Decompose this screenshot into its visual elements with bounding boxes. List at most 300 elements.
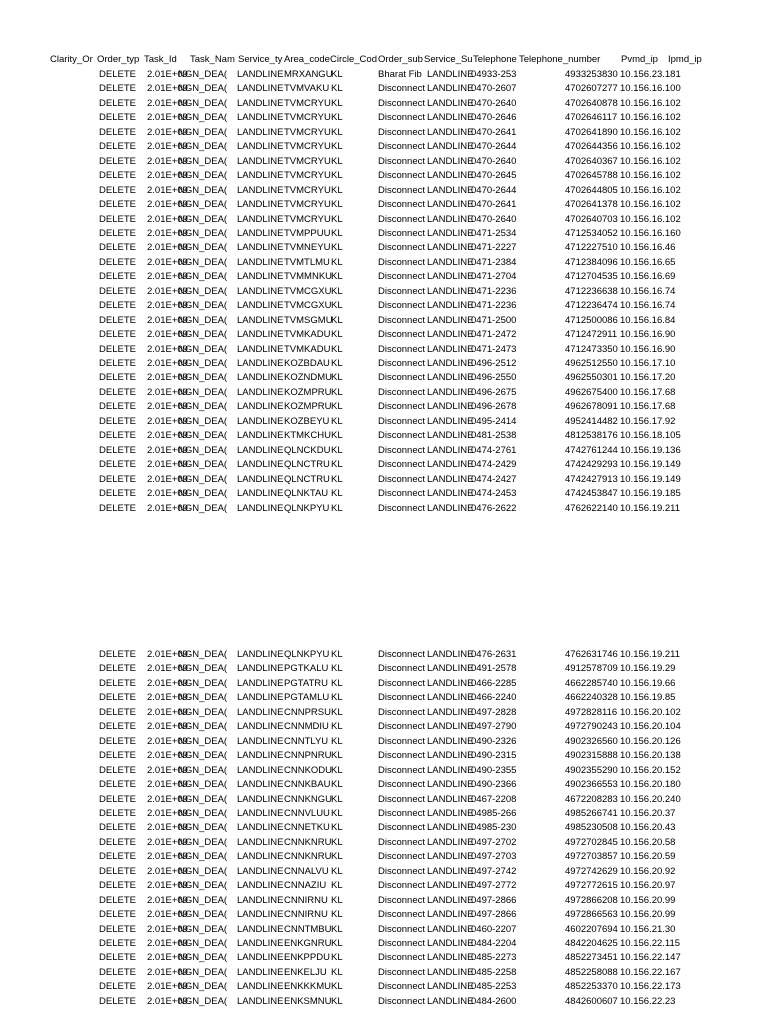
table-cell: 10.156.22.173 <box>620 981 681 992</box>
table-cell: KL <box>331 649 343 660</box>
table-cell: 10.156.16.74 <box>620 300 676 311</box>
table-cell: CNNETKU <box>284 822 330 833</box>
table-cell: TVMCGXU <box>284 286 332 297</box>
table-cell: LANDLINE <box>427 228 474 239</box>
table-cell: CNNPRSU <box>284 707 331 718</box>
table-cell: LANDLINE <box>427 214 474 225</box>
table-cell: DELETE <box>99 286 136 297</box>
table-cell: 4852258088 <box>565 967 618 978</box>
table-cell: 2.01E+09 <box>147 750 188 761</box>
table-cell: 10.156.20.92 <box>620 866 676 877</box>
table-cell: LANDLINE <box>427 401 474 412</box>
table-cell: 4712472911 <box>565 329 618 340</box>
table-cell: 4952414482 <box>565 416 618 427</box>
table-cell: LANDLINE <box>237 199 284 210</box>
table-cell: DELETE <box>99 228 136 239</box>
table-cell: LANDLINE <box>237 358 284 369</box>
table-cell: LANDLINE <box>427 387 474 398</box>
table-cell: 0470-2607 <box>471 83 517 94</box>
table-cell: 2.01E+09 <box>147 372 188 383</box>
table-cell: 10.156.16.90 <box>620 329 676 340</box>
table-cell: 2.01E+09 <box>147 257 188 268</box>
table-cell: 0466-2240 <box>471 692 517 703</box>
table-cell: Disconnect <box>378 967 425 978</box>
table-cell: 2.01E+09 <box>147 459 188 470</box>
header-cell: Order_typ <box>97 54 140 65</box>
table-cell: Disconnect <box>378 692 425 703</box>
table-cell: 4702645788 <box>565 170 618 181</box>
table-cell: LANDLINE <box>237 707 284 718</box>
table-cell: TVMCRYU <box>284 156 331 167</box>
table-cell: Disconnect <box>378 866 425 877</box>
table-cell: KL <box>331 83 343 94</box>
table-cell: NGN_DEA( <box>178 736 228 747</box>
table-cell: 2.01E+09 <box>147 488 188 499</box>
table-cell: DELETE <box>99 83 136 94</box>
table-cell: 0471-2472 <box>471 329 517 340</box>
table-cell: NGN_DEA( <box>178 996 228 1007</box>
table-cell: DELETE <box>99 663 136 674</box>
table-cell: KL <box>331 895 343 906</box>
table-cell: Disconnect <box>378 779 425 790</box>
table-cell: KL <box>331 401 343 412</box>
table-cell: Disconnect <box>378 329 425 340</box>
table-cell: KL <box>331 372 343 383</box>
table-cell: 4912578709 <box>565 663 618 674</box>
table-cell: Disconnect <box>378 98 425 109</box>
table-cell: KL <box>331 779 343 790</box>
table-cell: 2.01E+09 <box>147 112 188 123</box>
table-cell: DELETE <box>99 329 136 340</box>
table-cell: 10.156.19.149 <box>620 459 681 470</box>
table-cell: KL <box>331 707 343 718</box>
table-cell: LANDLINE <box>237 387 284 398</box>
table-cell: 10.156.16.102 <box>620 185 681 196</box>
table-cell: NGN_DEA( <box>178 372 228 383</box>
table-cell: QLNKPYU <box>284 503 330 514</box>
table-cell: Disconnect <box>378 837 425 848</box>
table-cell: 04985-230 <box>471 822 517 833</box>
table-cell: KL <box>331 185 343 196</box>
table-cell: 0470-2641 <box>471 199 517 210</box>
table-cell: 10.156.20.104 <box>620 721 681 732</box>
table-cell: 0474-2427 <box>471 474 517 485</box>
table-cell: DELETE <box>99 837 136 848</box>
table-cell: LANDLINE <box>427 141 474 152</box>
table-cell: Disconnect <box>378 895 425 906</box>
table-cell: 10.156.16.102 <box>620 112 681 123</box>
table-cell: 2.01E+09 <box>147 503 188 514</box>
table-cell: KL <box>331 503 343 514</box>
table-cell: 10.156.16.102 <box>620 214 681 225</box>
table-cell: NGN_DEA( <box>178 938 228 949</box>
table-cell: NGN_DEA( <box>178 315 228 326</box>
table-cell: 2.01E+09 <box>147 344 188 355</box>
table-cell: LANDLINE <box>237 300 284 311</box>
table-cell: 2.01E+09 <box>147 649 188 660</box>
table-cell: Disconnect <box>378 678 425 689</box>
table-cell: 2.01E+09 <box>147 794 188 805</box>
table-cell: Disconnect <box>378 459 425 470</box>
header-cell: Clarity_Or <box>50 54 93 65</box>
table-cell: TVMCRYU <box>284 199 331 210</box>
table-cell: ENKPPDU <box>284 952 330 963</box>
table-cell: LANDLINE <box>427 779 474 790</box>
table-cell: Disconnect <box>378 952 425 963</box>
table-cell: 2.01E+09 <box>147 286 188 297</box>
table-cell: KL <box>331 474 343 485</box>
table-cell: 0471-2236 <box>471 286 517 297</box>
table-cell: DELETE <box>99 736 136 747</box>
table-cell: DELETE <box>99 851 136 862</box>
table-cell: NGN_DEA( <box>178 765 228 776</box>
table-cell: 10.156.16.65 <box>620 257 676 268</box>
table-cell: 2.01E+09 <box>147 98 188 109</box>
table-cell: DELETE <box>99 924 136 935</box>
table-cell: LANDLINE <box>427 952 474 963</box>
table-cell: LANDLINE <box>427 822 474 833</box>
table-cell: 10.156.16.102 <box>620 156 681 167</box>
header-cell: Order_sub <box>378 54 423 65</box>
table-cell: 0471-2384 <box>471 257 517 268</box>
table-cell: KL <box>331 214 343 225</box>
table-cell: Disconnect <box>378 474 425 485</box>
table-cell: CNNKBAU <box>284 779 331 790</box>
table-cell: 2.01E+09 <box>147 880 188 891</box>
table-cell: 0470-2641 <box>471 127 517 138</box>
table-cell: CNNKNRU <box>284 837 332 848</box>
table-cell: DELETE <box>99 242 136 253</box>
table-cell: LANDLINE <box>427 474 474 485</box>
table-cell: Disconnect <box>378 909 425 920</box>
table-cell: LANDLINE <box>237 895 284 906</box>
table-cell: Disconnect <box>378 112 425 123</box>
table-cell: 2.01E+09 <box>147 214 188 225</box>
table-cell: 2.01E+09 <box>147 736 188 747</box>
table-cell: 2.01E+09 <box>147 401 188 412</box>
header-cell: Task_Nam <box>190 54 235 65</box>
table-cell: 2.01E+09 <box>147 358 188 369</box>
table-cell: NGN_DEA( <box>178 185 228 196</box>
table-cell: 2.01E+09 <box>147 808 188 819</box>
table-cell: LANDLINE <box>237 678 284 689</box>
table-cell: ENKELJU <box>284 967 327 978</box>
table-cell: LANDLINE <box>427 459 474 470</box>
table-cell: NGN_DEA( <box>178 967 228 978</box>
table-cell: 4962512550 <box>565 358 618 369</box>
header-cell: Telephone_number <box>519 54 601 65</box>
table-cell: 4742761244 <box>565 445 618 456</box>
table-cell: 10.156.16.102 <box>620 127 681 138</box>
table-cell: Bharat Fib <box>378 69 422 80</box>
table-cell: DELETE <box>99 808 136 819</box>
table-cell: LANDLINE <box>237 503 284 514</box>
table-cell: 2.01E+09 <box>147 329 188 340</box>
table-cell: 10.156.22.23 <box>620 996 676 1007</box>
table-cell: 4712384096 <box>565 257 618 268</box>
table-cell: 10.156.17.68 <box>620 401 676 412</box>
table-cell: CNNAZIU <box>284 880 327 891</box>
table-cell: NGN_DEA( <box>178 98 228 109</box>
table-cell: LANDLINE <box>427 488 474 499</box>
table-cell: 10.156.20.138 <box>620 750 681 761</box>
table-cell: 2.01E+09 <box>147 851 188 862</box>
table-cell: LANDLINE <box>237 866 284 877</box>
table-cell: 10.156.22.115 <box>620 938 681 949</box>
header-cell: Pvmd_ip <box>621 54 658 65</box>
table-cell: LANDLINE <box>427 257 474 268</box>
header-cell: Task_Id <box>144 54 177 65</box>
table-cell: 2.01E+09 <box>147 242 188 253</box>
table-cell: DELETE <box>99 127 136 138</box>
table-cell: LANDLINE <box>237 98 284 109</box>
table-cell: 4985230508 <box>565 822 618 833</box>
table-cell: Disconnect <box>378 83 425 94</box>
table-cell: 0474-2429 <box>471 459 517 470</box>
table-cell: DELETE <box>99 170 136 181</box>
table-cell: DELETE <box>99 69 136 80</box>
table-cell: LANDLINE <box>427 430 474 441</box>
table-cell: KL <box>331 127 343 138</box>
table-cell: NGN_DEA( <box>178 678 228 689</box>
table-cell: 4902366553 <box>565 779 618 790</box>
table-cell: TVMTLMU <box>284 257 330 268</box>
table-cell: 4902326560 <box>565 736 618 747</box>
table-cell: LANDLINE <box>427 909 474 920</box>
table-cell: DELETE <box>99 880 136 891</box>
table-cell: 4712236474 <box>565 300 618 311</box>
table-cell: 4742429293 <box>565 459 618 470</box>
table-cell: 2.01E+09 <box>147 996 188 1007</box>
table-cell: 4985266741 <box>565 808 618 819</box>
table-cell: NGN_DEA( <box>178 430 228 441</box>
table-cell: Disconnect <box>378 185 425 196</box>
table-cell: LANDLINE <box>427 112 474 123</box>
table-cell: 0476-2622 <box>471 503 517 514</box>
table-cell: DELETE <box>99 707 136 718</box>
table-cell: Disconnect <box>378 416 425 427</box>
table-cell: DELETE <box>99 199 136 210</box>
table-cell: LANDLINE <box>237 981 284 992</box>
table-cell: 4762631746 <box>565 649 618 660</box>
table-cell: KL <box>331 678 343 689</box>
table-cell: KL <box>331 199 343 210</box>
table-cell: LANDLINE <box>427 837 474 848</box>
table-cell: DELETE <box>99 358 136 369</box>
table-cell: LANDLINE <box>237 938 284 949</box>
table-cell: KL <box>331 271 343 282</box>
table-cell: 0496-2678 <box>471 401 517 412</box>
table-cell: 4712704535 <box>565 271 618 282</box>
table-cell: 2.01E+09 <box>147 866 188 877</box>
table-cell: DELETE <box>99 401 136 412</box>
table-cell: LANDLINE <box>427 808 474 819</box>
table-cell: KL <box>331 445 343 456</box>
table-cell: 0470-2646 <box>471 112 517 123</box>
table-cell: 10.156.16.102 <box>620 98 681 109</box>
table-cell: KL <box>331 315 343 326</box>
table-cell: KL <box>331 981 343 992</box>
table-cell: KL <box>331 170 343 181</box>
table-cell: KL <box>331 750 343 761</box>
table-cell: 10.156.19.211 <box>620 503 681 514</box>
table-cell: 2.01E+09 <box>147 924 188 935</box>
table-cell: LANDLINE <box>237 170 284 181</box>
table-cell: NGN_DEA( <box>178 794 228 805</box>
table-cell: 10.156.20.59 <box>620 851 676 862</box>
table-cell: 2.01E+09 <box>147 663 188 674</box>
table-cell: 2.01E+09 <box>147 315 188 326</box>
table-cell: 4702646117 <box>565 112 618 123</box>
table-cell: 4762622140 <box>565 503 618 514</box>
table-cell: Disconnect <box>378 924 425 935</box>
table-cell: LANDLINE <box>427 242 474 253</box>
table-cell: KL <box>331 924 343 935</box>
table-cell: 0481-2538 <box>471 430 517 441</box>
table-cell: KL <box>331 837 343 848</box>
table-cell: LANDLINE <box>427 938 474 949</box>
table-cell: 0484-2600 <box>471 996 517 1007</box>
table-cell: LANDLINE <box>427 663 474 674</box>
table-cell: LANDLINE <box>427 750 474 761</box>
table-cell: Disconnect <box>378 996 425 1007</box>
table-cell: Disconnect <box>378 503 425 514</box>
table-cell: Disconnect <box>378 938 425 949</box>
table-cell: NGN_DEA( <box>178 358 228 369</box>
table-cell: 2.01E+09 <box>147 967 188 978</box>
table-cell: NGN_DEA( <box>178 170 228 181</box>
table-cell: NGN_DEA( <box>178 286 228 297</box>
table-cell: NGN_DEA( <box>178 880 228 891</box>
table-cell: 0497-2772 <box>471 880 517 891</box>
table-cell: Disconnect <box>378 228 425 239</box>
table-cell: LANDLINE <box>237 416 284 427</box>
table-cell: LANDLINE <box>237 808 284 819</box>
table-cell: LANDLINE <box>427 286 474 297</box>
table-cell: NGN_DEA( <box>178 416 228 427</box>
table-cell: PGTKALU <box>284 663 329 674</box>
header-cell: Service_Su <box>424 54 473 65</box>
table-cell: LANDLINE <box>427 866 474 877</box>
table-cell: 2.01E+09 <box>147 416 188 427</box>
table-cell: LANDLINE <box>427 300 474 311</box>
table-cell: KL <box>331 416 343 427</box>
table-cell: KOZBDAU <box>284 358 330 369</box>
table-cell: LANDLINE <box>427 967 474 978</box>
table-cell: Disconnect <box>378 214 425 225</box>
table-cell: TVMMNKU <box>284 271 333 282</box>
table-cell: 04933-253 <box>471 69 517 80</box>
table-cell: 0470-2640 <box>471 156 517 167</box>
table-cell: LANDLINE <box>237 141 284 152</box>
table-cell: 10.156.17.68 <box>620 387 676 398</box>
table-cell: NGN_DEA( <box>178 488 228 499</box>
table-cell: NGN_DEA( <box>178 663 228 674</box>
table-cell: 2.01E+09 <box>147 445 188 456</box>
table-cell: LANDLINE <box>237 127 284 138</box>
table-cell: 10.156.21.30 <box>620 924 676 935</box>
table-cell: 4812538176 <box>565 430 618 441</box>
table-cell: Disconnect <box>378 488 425 499</box>
table-cell: CNNKODU <box>284 765 333 776</box>
table-cell: CNNPNRU <box>284 750 332 761</box>
table-cell: Disconnect <box>378 271 425 282</box>
table-cell: Disconnect <box>378 663 425 674</box>
table-cell: DELETE <box>99 779 136 790</box>
header-cell: Area_code <box>284 54 330 65</box>
table-cell: PGTAMLU <box>284 692 330 703</box>
table-cell: 10.156.16.160 <box>620 228 681 239</box>
table-cell: LANDLINE <box>427 329 474 340</box>
table-cell: 0497-2828 <box>471 707 517 718</box>
table-cell: KL <box>331 880 343 891</box>
table-cell: KL <box>331 721 343 732</box>
table-cell: KL <box>331 286 343 297</box>
table-cell: 0496-2512 <box>471 358 517 369</box>
table-cell: LANDLINE <box>237 692 284 703</box>
table-cell: KL <box>331 692 343 703</box>
table-cell: LANDLINE <box>427 358 474 369</box>
table-cell: 10.156.18.105 <box>620 430 681 441</box>
table-cell: DELETE <box>99 488 136 499</box>
table-cell: 2.01E+09 <box>147 69 188 80</box>
table-cell: LANDLINE <box>427 156 474 167</box>
table-cell: 4712500086 <box>565 315 618 326</box>
table-cell: 4972828116 <box>565 707 618 718</box>
table-cell: LANDLINE <box>237 649 284 660</box>
table-cell: 2.01E+09 <box>147 779 188 790</box>
table-cell: TVMCRYU <box>284 214 331 225</box>
table-cell: 2.01E+09 <box>147 83 188 94</box>
table-cell: Disconnect <box>378 750 425 761</box>
table-cell: LANDLINE <box>427 649 474 660</box>
table-cell: 0485-2258 <box>471 967 517 978</box>
table-cell: Disconnect <box>378 721 425 732</box>
table-cell: 04985-266 <box>471 808 517 819</box>
table-cell: NGN_DEA( <box>178 851 228 862</box>
table-cell: 2.01E+09 <box>147 430 188 441</box>
table-cell: DELETE <box>99 866 136 877</box>
table-cell: QLNCTRU <box>284 459 330 470</box>
table-cell: LANDLINE <box>427 721 474 732</box>
table-cell: LANDLINE <box>427 851 474 862</box>
table-cell: KL <box>331 156 343 167</box>
table-cell: NGN_DEA( <box>178 112 228 123</box>
table-cell: 10.156.23.181 <box>620 69 681 80</box>
table-cell: DELETE <box>99 257 136 268</box>
table-cell: TVMCRYU <box>284 112 331 123</box>
table-cell: NGN_DEA( <box>178 649 228 660</box>
table-cell: DELETE <box>99 300 136 311</box>
table-cell: DELETE <box>99 909 136 920</box>
table-cell: 4962550301 <box>565 372 618 383</box>
table-cell: DELETE <box>99 416 136 427</box>
header-cell: Telephone <box>473 54 517 65</box>
table-cell: 2.01E+09 <box>147 981 188 992</box>
table-cell: 4702641378 <box>565 199 618 210</box>
table-cell: 0497-2702 <box>471 837 517 848</box>
table-cell: LANDLINE <box>427 185 474 196</box>
table-cell: 4972790243 <box>565 721 618 732</box>
table-cell: 0490-2366 <box>471 779 517 790</box>
table-cell: CNNTMBU <box>284 924 332 935</box>
table-cell: LANDLINE <box>237 967 284 978</box>
table-cell: 0495-2414 <box>471 416 517 427</box>
table-cell: TVMCRYU <box>284 185 331 196</box>
table-cell: TVMCRYU <box>284 141 331 152</box>
table-cell: DELETE <box>99 459 136 470</box>
table-cell: Disconnect <box>378 822 425 833</box>
